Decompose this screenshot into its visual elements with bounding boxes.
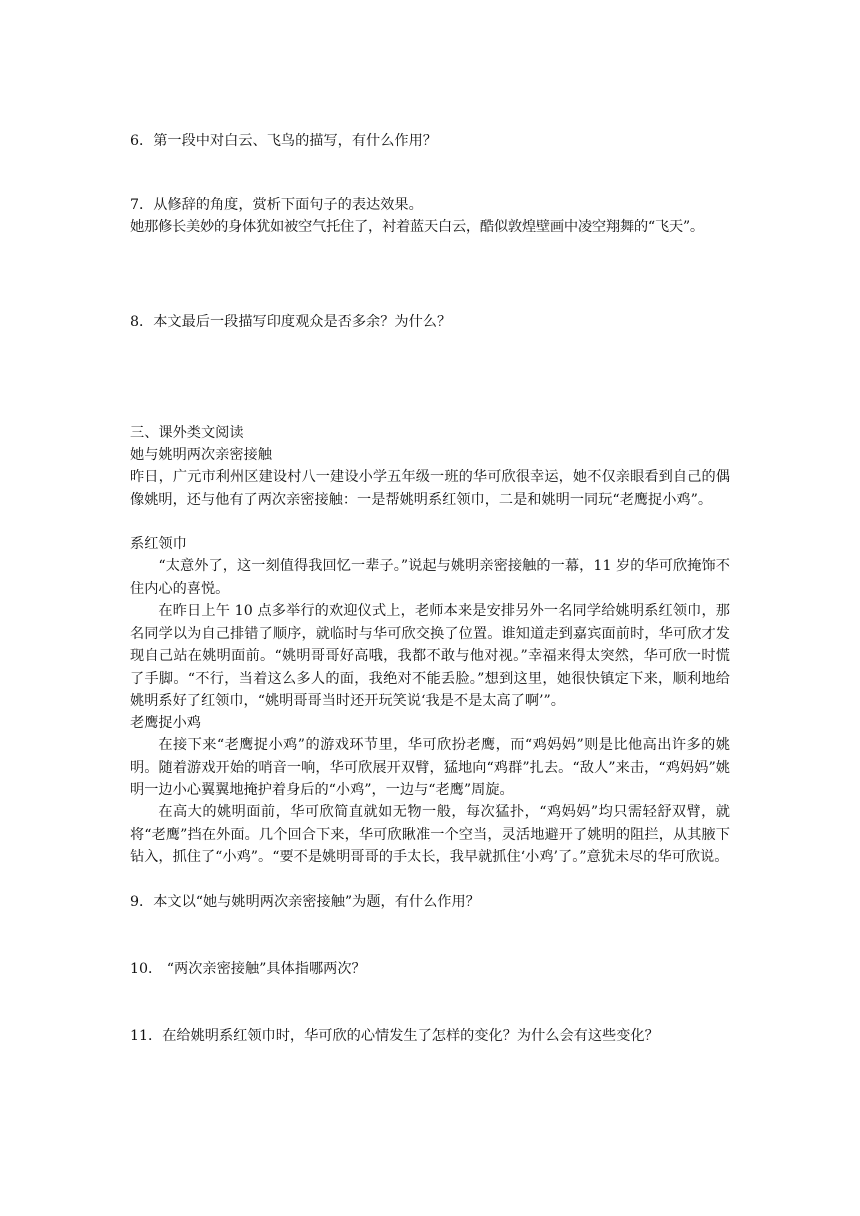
question-8: 8．本文最后一段描写印度观众是否多余？为什么？ [130, 314, 452, 330]
article-title: 她与姚明两次亲密接触 [130, 447, 272, 463]
section-heading: 三、课外类文阅读 [130, 425, 244, 441]
paragraph-ceremony: 在昨日上午 10 点多举行的欢迎仪式上，老师本来是安排另外一名同学给姚明系红领巾，那名同学以为自己排错了顺序，就临时与华可欣交换了位置。谁知道走到嘉宾面前时，华可欣才发现自己站在姚明面前。“姚明哥哥好高哦，我都不敢与他对视。”幸福来得太突然，华可欣一时慌了手脚。“不行，当着这么多人的面，我绝对不能丢脸。”想到这里，她很快镇定下来，顺利地给姚明系好了红领巾，“姚明哥哥当时还开玩笑说‘我是不是太高了啊’”。 [130, 603, 730, 709]
paragraph-surprise: “太意外了，这一刻值得我回忆一辈子。”说起与姚明亲密接触的一幕，11 岁的华可欣掩饰不住内心的喜悦。 [130, 558, 730, 597]
paragraph-game-start: 在接下来“老鹰捉小鸡”的游戏环节里，华可欣扮老鹰，而“鸡妈妈”则是比他高出许多的姚明。随着游戏开始的哨音一响，华可欣展开双臂，猛地向“鸡群”扎去。“敌人”来击，“鸡妈妈”姚明一边小心翼翼地掩护着身后的“小鸡”，一边与“老鹰”周旋。 [130, 737, 730, 798]
subheading-game: 老鹰捉小鸡 [130, 715, 201, 731]
question-6: 6．第一段中对白云、飞鸟的描写，有什么作用？ [130, 133, 437, 149]
question-9: 9．本文以“她与姚明两次亲密接触”为题，有什么作用？ [130, 894, 480, 910]
paragraph-game-end: 在高大的姚明面前，华可欣简直就如无物一般，每次猛扑，“鸡妈妈”均只需轻舒双臂，就将“老鹰”挡在外面。几个回合下来，华可欣瞅准一个空当，灵活地避开了姚明的阻拦，从其腋下钻入，抓住了“小鸡”。“要不是姚明哥哥的手太长，我早就抓住‘小鸡’了。”意犹未尽的华可欣说。 [130, 804, 730, 865]
paragraph-intro: 昨日，广元市利州区建设村八一建设小学五年级一班的华可欣很幸运，她不仅亲眼看到自己的偶像姚明，还与他有了两次亲密接触：一是帮姚明系红领巾，二是和姚明一同玩“老鹰捉小鸡”。 [130, 469, 730, 508]
question-7: 7．从修辞的角度，赏析下面句子的表达效果。 [130, 197, 423, 213]
question-10: 10． “两次亲密接触”具体指哪两次？ [130, 961, 366, 977]
subheading-red-scarf: 系红领巾 [130, 536, 187, 552]
question-7-sentence: 她那修长美妙的身体犹如被空气托住了，衬着蓝天白云，酷似敦煌壁画中凌空翔舞的“飞天”。 [130, 219, 704, 235]
question-11: 11．在给姚明系红领巾时，华可欣的心情发生了怎样的变化？为什么会有这些变化？ [130, 1028, 659, 1044]
